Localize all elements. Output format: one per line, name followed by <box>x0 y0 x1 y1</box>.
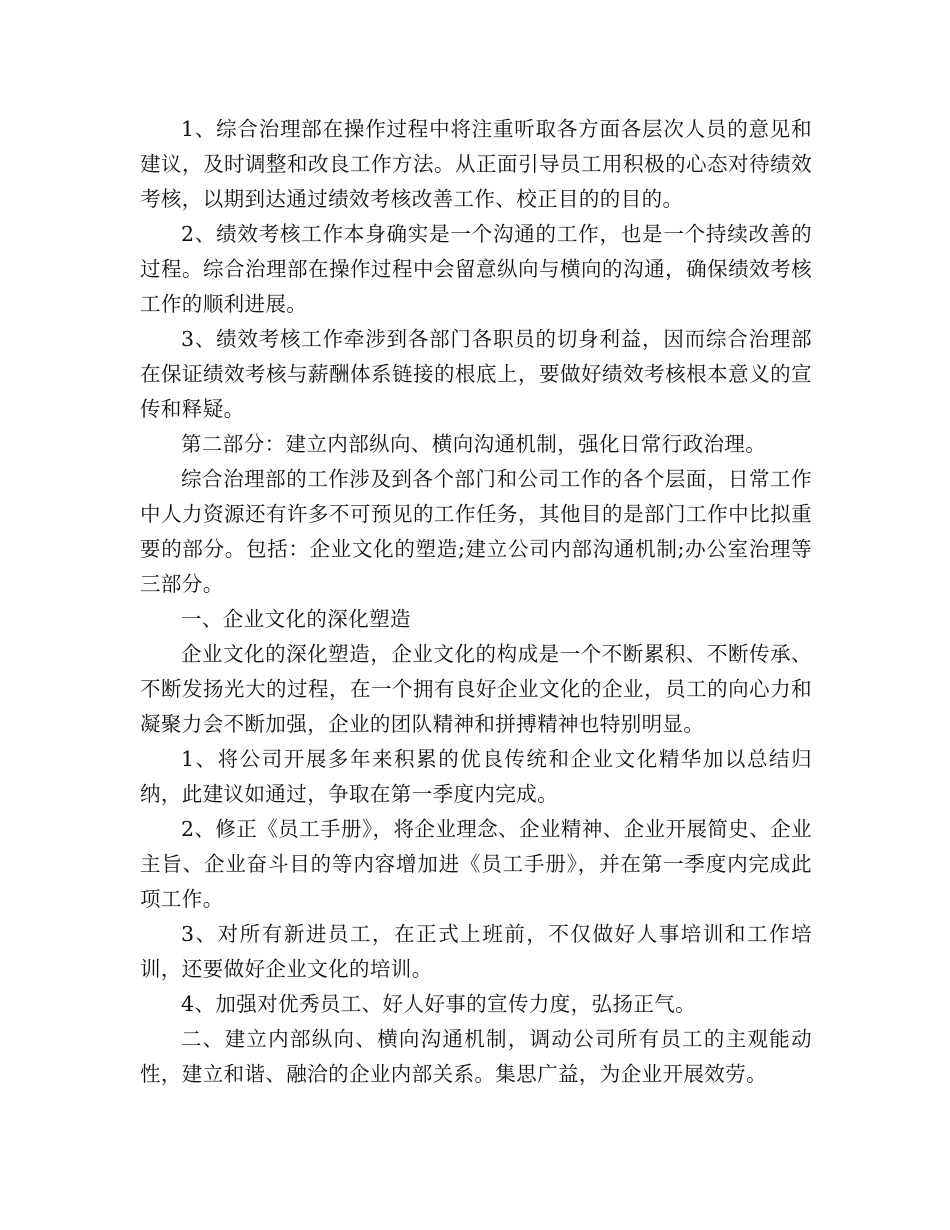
paragraph-8: 1、将公司开展多年来积累的优良传统和企业文化精华加以总结归纳，此建议如通过，争取在第一季度内完成。 <box>140 747 812 806</box>
document-body <box>140 112 812 1092</box>
paragraph-11: 4、加强对优秀员工、好人好事的宣传力度，弘扬正气。 <box>181 992 697 1016</box>
paragraph-10: 3、对所有新进员工，在正式上班前，不仅做好人事培训和工作培训，还要做好企业文化的培训。 <box>140 922 812 981</box>
paragraph-3: 3、绩效考核工作牵涉到各部门各职员的切身利益，因而综合治理部在保证绩效考核与薪酬体系链接的根底上，要做好绩效考核根本意义的宣传和释疑。 <box>140 327 812 421</box>
section-heading-part-two: 第二部分：建立内部纵向、横向沟通机制，强化日常行政治理。 <box>181 432 767 456</box>
paragraph-7: 企业文化的深化塑造，企业文化的构成是一个不断累积、不断传承、不断发扬光大的过程，在一个拥有良好企业文化的企业，员工的向心力和凝聚力会不断加强，企业的团队精神和拼搏精神也特别明显。 <box>140 642 812 736</box>
paragraph-12: 二、建立内部纵向、横向沟通机制，调动公司所有员工的主观能动性，建立和谐、融洽的企业内部关系。集思广益，为企业开展效劳。 <box>140 1027 812 1086</box>
paragraph-1: 1、综合治理部在操作过程中将注重听取各方面各层次人员的意见和建议，及时调整和改良工作方法。从正面引导员工用积极的心态对待绩效考核，以期到达通过绩效考核改善工作、校正目的的目的。 <box>140 117 812 211</box>
section-heading-culture: 一、企业文化的深化塑造 <box>181 607 411 631</box>
paragraph-9: 2、修正《员工手册》，将企业理念、企业精神、企业开展简史、企业主旨、企业奋斗目的等内容增加进《员工手册》，并在第一季度内完成此项工作。 <box>140 817 812 911</box>
paragraph-2: 2、绩效考核工作本身确实是一个沟通的工作，也是一个持续改善的过程。综合治理部在操作过程中会留意纵向与横向的沟通，确保绩效考核工作的顺利进展。 <box>140 222 812 316</box>
paragraph-5: 综合治理部的工作涉及到各个部门和公司工作的各个层面，日常工作中人力资源还有许多不可预见的工作任务，其他目的是部门工作中比拟重要的部分。包括：企业文化的塑造;建立公司内部沟通机制;办公室治理等三部分。 <box>140 467 812 596</box>
